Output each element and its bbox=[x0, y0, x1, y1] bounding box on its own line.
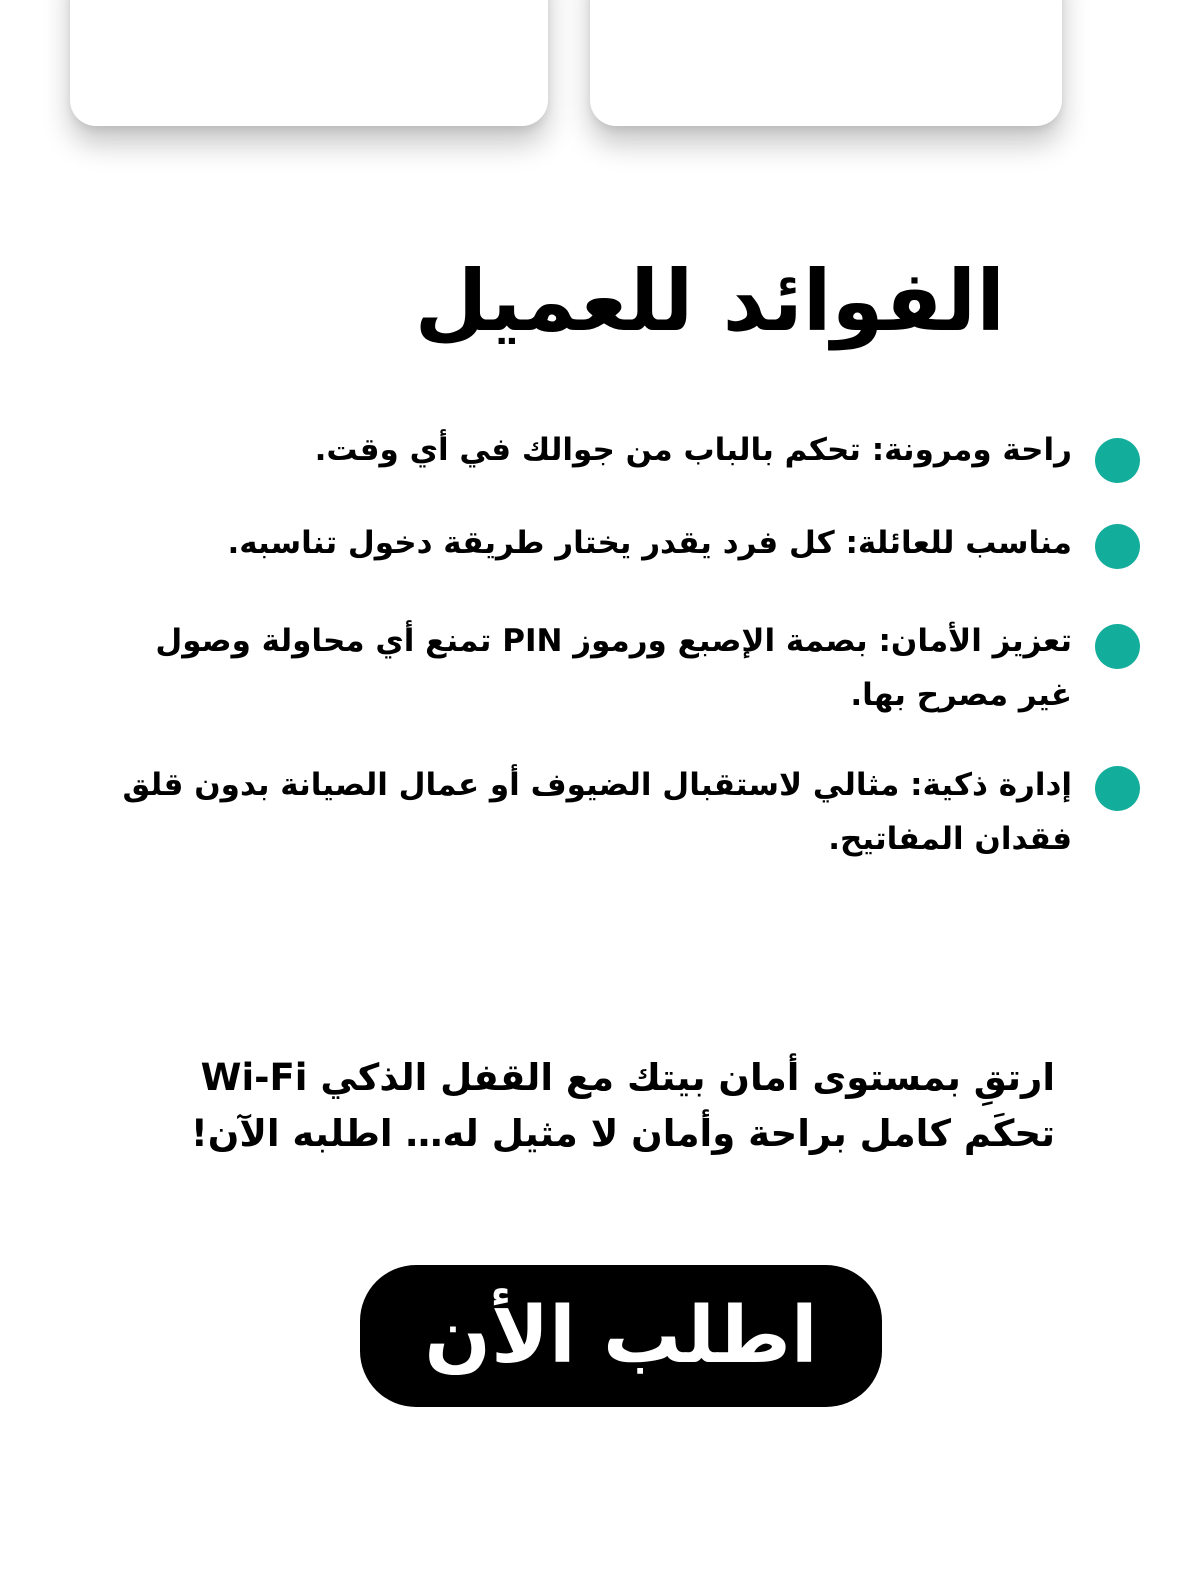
bullet-dot-icon bbox=[1095, 624, 1140, 669]
cta-line-1: ارتقِ بمستوى أمان بيتك مع القفل الذكي Wi-Fi bbox=[200, 1056, 1055, 1099]
benefit-item bbox=[120, 758, 1072, 866]
order-now-button[interactable]: اطلب الأن bbox=[360, 1265, 882, 1407]
benefit-text: راحة ومرونة: تحكم بالباب من جوالك في أي وقت. bbox=[314, 432, 1072, 468]
bullet-dot-icon bbox=[1095, 524, 1140, 569]
benefit-text: تعزيز الأمان: بصمة الإصبع ورموز PIN تمنع أي محاولة وصول غير مصرح بها. bbox=[155, 623, 1072, 713]
bullet-dot-icon bbox=[1095, 766, 1140, 811]
benefit-item bbox=[120, 423, 1072, 477]
page-title: الفوائد للعميل bbox=[414, 252, 1005, 350]
benefit-text: إدارة ذكية: مثالي لاستقبال الضيوف أو عمال الصيانة بدون قلق فقدان المفاتيح. bbox=[122, 767, 1072, 857]
bullet-dot-icon bbox=[1095, 438, 1140, 483]
benefit-item bbox=[120, 614, 1072, 722]
benefit-text: مناسب للعائلة: كل فرد يقدر يختار طريقة دخول تناسبه. bbox=[227, 525, 1072, 561]
cta-line-2: تحكَم كامل براحة وأمان لا مثيل له… اطلبه الآن! bbox=[190, 1112, 1055, 1155]
cta-message bbox=[120, 1050, 1055, 1162]
benefit-item bbox=[120, 516, 1072, 570]
